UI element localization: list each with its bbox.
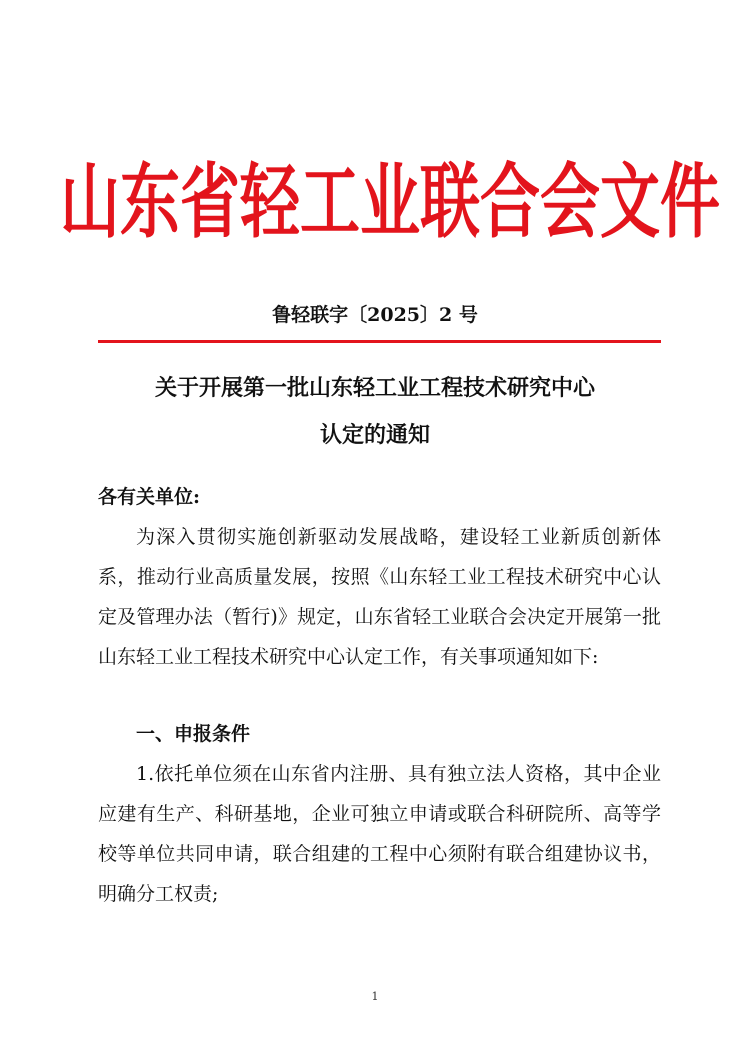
document-number: 鲁轻联字〔2025〕2 号: [272, 304, 478, 326]
page-number: 1: [371, 990, 379, 1003]
notice-title-line-2: 认定的通知: [319, 422, 430, 448]
list-item-1: 1.依托单位须在山东省内注册、具有独立法人资格，其中企业应建有生产、科研基地，企业可独立申请或联合科研院所、高等学校等单位共同申请，联合组建的工程中心须附有联合组建协议书，明确分工权责;: [98, 763, 661, 905]
body-paragraph-1: 为深入贯彻实施创新驱动发展战略，建设轻工业新质创新体系，推动行业高质量发展，按照《山东轻工业工程技术研究中心认定及管理办法（暂行)》规定，山东省轻工业联合会决定开展第一批山东轻工业工程技术研究中心认定工作，有关事项通知如下:: [98, 526, 661, 668]
masthead-title: 山东省轻工业联合会文件: [60, 155, 720, 251]
section-heading-1: 一、申报条件: [136, 723, 251, 745]
notice-title-line-1: 关于开展第一批山东轻工业工程技术研究中心: [154, 375, 595, 401]
red-divider-line: [98, 340, 661, 343]
salutation: 各有关单位:: [98, 486, 201, 508]
